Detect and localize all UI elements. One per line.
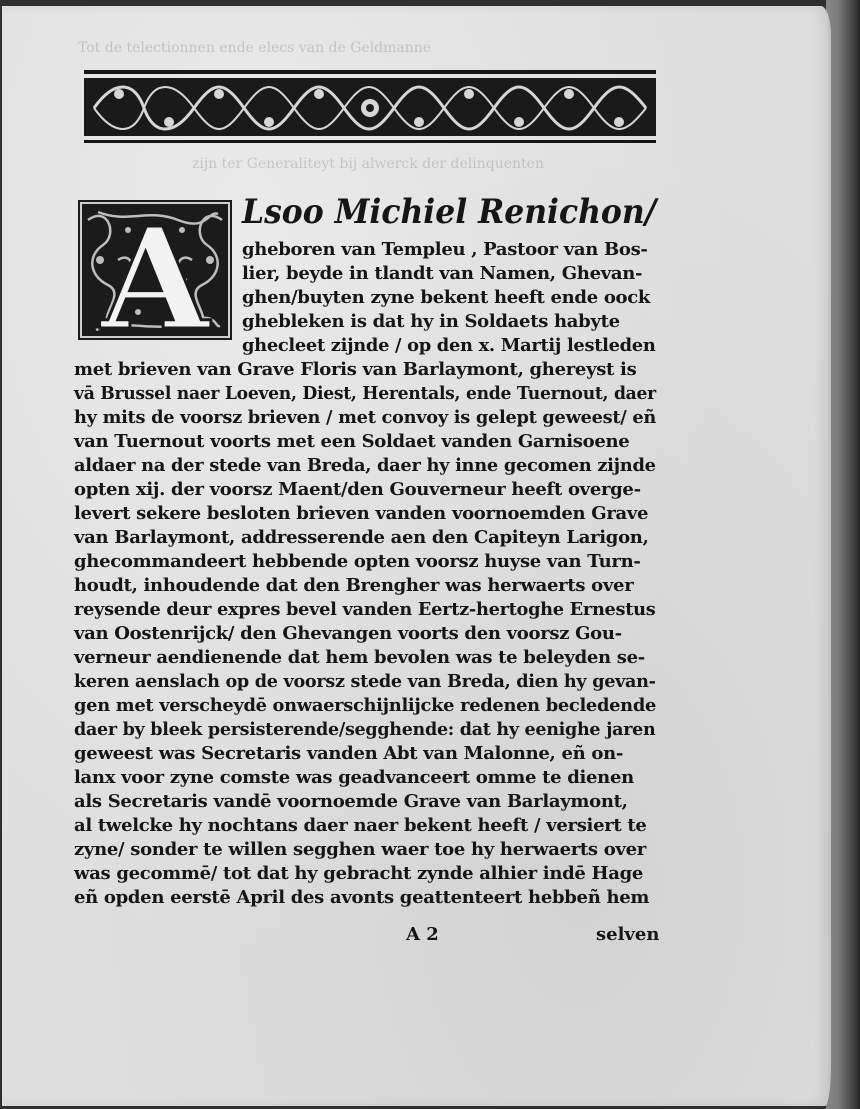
- text-line: eñ opden eerstē April des avonts geattenteert hebbeñ hem: [74, 887, 650, 908]
- opening-heading: Lsoo Michiel Renichon/: [242, 192, 657, 232]
- text-line: met brieven van Grave Floris van Barlaymont, ghereyst is: [74, 359, 637, 380]
- text-line: ghen/buyten zyne bekent heeft ende oock: [242, 287, 651, 308]
- text-line: daer by bleek persisterende/segghende: dat hy eenighe jaren: [74, 719, 656, 740]
- text-line: vā Brussel naer Loeven, Diest, Herentals, ende Tuernout, daer: [74, 383, 656, 404]
- text-line: als Secretaris vandē voornoemde Grave van Barlaymont,: [74, 791, 628, 812]
- drop-cap-letter: A: [100, 200, 210, 340]
- body-text: [74, 192, 664, 952]
- text-line: van Oostenrijck/ den Ghevangen voorts den voorsz Gou-: [74, 623, 622, 644]
- text-line: levert sekere besloten brieven vanden voornoemden Grave: [74, 503, 649, 524]
- catchword: selven: [596, 924, 660, 945]
- text-line: keren aenslach op de voorsz stede van Breda, dien hy gevan-: [74, 671, 656, 692]
- text-line: gheboren van Templeu , Pastoor van Bos-: [242, 239, 648, 260]
- text-line: hy mits de voorsz brieven / met convoy is gelept geweest/ eñ: [74, 407, 657, 428]
- signature-mark: A 2: [406, 924, 439, 945]
- text-line: ghebleken is dat hy in Soldaets habyte: [242, 311, 620, 332]
- headpiece-ornament: [84, 68, 656, 148]
- text-line: opten xij. der voorsz Maent/den Gouverneur heeft overge-: [74, 479, 641, 500]
- text-line: geweest was Secretaris vanden Abt van Malonne, eñ on-: [74, 743, 624, 764]
- text-line: houdt, inhoudende dat den Brengher was herwaerts over: [74, 575, 634, 596]
- bleed-through-line: zijn ter Generaliteyt bij alwerck der delinquenten: [192, 156, 544, 172]
- text-line: aldaer na der stede van Breda, daer hy inne gecomen zijnde: [74, 455, 656, 476]
- text-line: van Barlaymont, addresserende aen den Capiteyn Larigon,: [74, 527, 649, 548]
- document-page: [2, 6, 831, 1106]
- bleed-through-line: Tot de telectionnen ende elecs van de Geldmanne: [78, 40, 432, 56]
- text-line: ghecleet zijnde / op den x. Martij lestleden: [242, 335, 656, 356]
- text-line: ghecommandeert hebbende opten voorsz huyse van Turn-: [74, 551, 641, 572]
- text-line: verneur aendienende dat hem bevolen was te beleyden se-: [74, 647, 645, 668]
- text-line: zyne/ sonder te willen segghen waer toe hy herwaerts over: [74, 839, 646, 860]
- text-line: van Tuernout voorts met een Soldaet vanden Garnisoene: [74, 431, 630, 452]
- text-line: lier, beyde in tlandt van Namen, Ghevan-: [242, 263, 643, 284]
- page-edge-shadow: [826, 0, 860, 1109]
- text-line: reysende deur expres bevel vanden Eertz-hertoghe Ernestus: [74, 599, 656, 620]
- decorated-initial: [78, 200, 232, 340]
- text-line: lanx voor zyne comste was geadvanceert omme te dienen: [74, 767, 634, 788]
- text-line: gen met verscheydē onwaerschijnlijcke redenen becledende: [74, 695, 657, 716]
- text-line: al twelcke hy nochtans daer naer bekent heeft / versiert te: [74, 815, 647, 836]
- text-line: was gecommē/ tot dat hy gebracht zynde alhier indē Hage: [74, 863, 644, 884]
